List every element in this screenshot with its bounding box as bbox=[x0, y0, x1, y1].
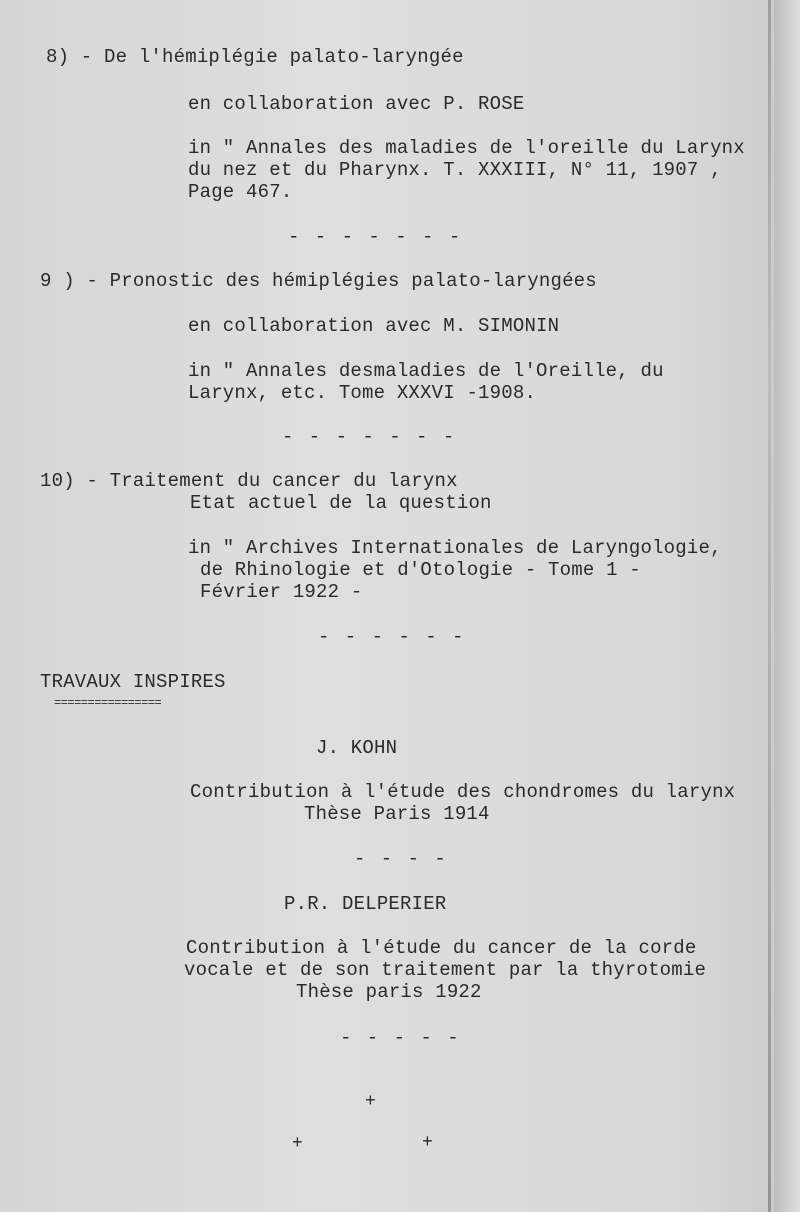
entry-9-reference-line-2: Larynx, etc. Tome XXXVI -1908. bbox=[188, 382, 537, 404]
entry-9-separator: - - - - - - - bbox=[282, 426, 457, 448]
end-mark-left: + bbox=[292, 1134, 303, 1154]
travaux-item-1-separator: - - - - bbox=[354, 848, 448, 870]
entry-8-reference-line-3: Page 467. bbox=[188, 181, 293, 203]
travaux-item-2-line-1: Contribution à l'étude du cancer de la corde bbox=[186, 937, 697, 959]
entry-9-heading: 9 ) - Pronostic des hémiplégies palato-laryngées bbox=[40, 270, 597, 292]
entry-10-reference-line-3: Février 1922 - bbox=[200, 581, 363, 603]
end-mark-right: + bbox=[422, 1133, 433, 1153]
travaux-item-2-author: P.R. DELPERIER bbox=[284, 893, 447, 915]
entry-10-heading: 10) - Traitement du cancer du larynx bbox=[40, 470, 458, 492]
entry-10-separator: - - - - - - bbox=[318, 626, 466, 648]
travaux-item-2-separator: - - - - - bbox=[340, 1027, 461, 1049]
end-mark-top: + bbox=[365, 1092, 376, 1112]
travaux-inspires-underline: ================ bbox=[54, 696, 162, 710]
entry-10-reference-line-1: in " Archives Internationales de Laryngologie, bbox=[188, 537, 722, 559]
entry-8-collaboration: en collaboration avec P. ROSE bbox=[188, 93, 525, 115]
travaux-item-2-line-3: Thèse paris 1922 bbox=[296, 981, 482, 1003]
page-edge-shadow bbox=[774, 0, 800, 1212]
entry-8-reference-line-2: du nez et du Pharynx. T. XXXIII, N° 11, 1907 , bbox=[188, 159, 722, 181]
entry-8-heading: 8) - De l'hémiplégie palato-laryngée bbox=[46, 46, 464, 68]
entry-10-subheading: Etat actuel de la question bbox=[190, 492, 492, 514]
travaux-item-1-author: J. KOHN bbox=[316, 737, 398, 759]
travaux-item-1-line-2: Thèse Paris 1914 bbox=[304, 803, 490, 825]
travaux-item-2-line-2: vocale et de son traitement par la thyrotomie bbox=[184, 959, 707, 981]
entry-9-reference-line-1: in " Annales desmaladies de l'Oreille, du bbox=[188, 360, 664, 382]
travaux-item-1-line-1: Contribution à l'étude des chondromes du larynx bbox=[190, 781, 736, 803]
entry-10-reference-line-2: de Rhinologie et d'Otologie - Tome 1 - bbox=[200, 559, 641, 581]
entry-8-separator: - - - - - - - bbox=[288, 226, 463, 248]
entry-9-collaboration: en collaboration avec M. SIMONIN bbox=[188, 315, 560, 337]
entry-8-reference-line-1: in " Annales des maladies de l'oreille du Larynx bbox=[188, 137, 745, 159]
page-edge-line bbox=[768, 0, 771, 1212]
travaux-inspires-title: TRAVAUX INSPIRES bbox=[40, 671, 226, 693]
